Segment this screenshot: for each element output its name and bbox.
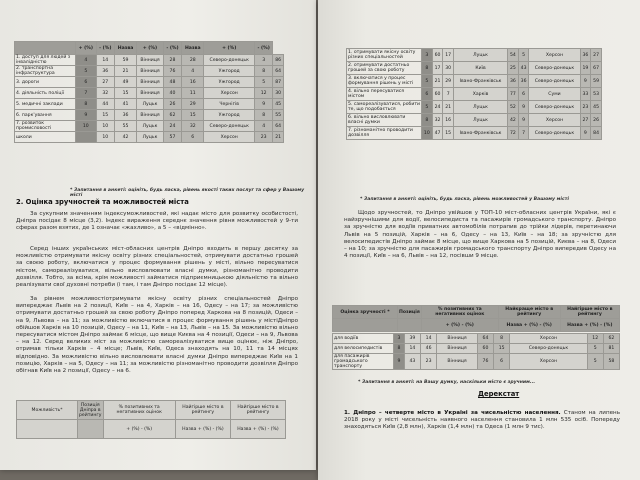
- paragraph: Серед інших українських міст-обласних центрів Дніпро входить в першу десятку за можливістю отримувати якісну освіту різних спеціальностей, отримувати достатньо грошей за своєю роботу, включатися у процес формування рішень у місті, вільно пересуватися містом, самореалізуватися, вільно висловлювати власні думки, різноманітно проводити дозвілля. Тобто, за всіма, крім можливості займатися підприємницькою діяльністю та вільно реалізувати свої духовні потреби (і там, і там Дніпро посідає 12 місце).: [16, 246, 298, 289]
- convenience-table-body: [332, 333, 620, 370]
- table-row: [347, 114, 602, 127]
- table-cell: 55: [114, 121, 136, 132]
- table-cell: 33: [580, 88, 591, 101]
- table-subheader-cell: Назва + (%) - (%): [230, 420, 285, 439]
- table-row: [15, 55, 284, 66]
- table-cell: 8: [76, 99, 97, 110]
- table-cell: Ужгород: [204, 66, 255, 77]
- row-label-cell: 2. транспортна інфраструктура: [15, 66, 76, 77]
- table-cell: 64: [477, 334, 493, 344]
- table-header-cell: Позиція: [398, 306, 422, 319]
- table-cell: Івано-Франківськ: [454, 127, 508, 140]
- table-row: [15, 132, 284, 143]
- table-cell: 15: [96, 110, 114, 121]
- table-subheader-cell: Назва + (%) - (%): [498, 319, 560, 332]
- table-cell: 24: [163, 121, 181, 132]
- table-header-cell: % позитивних та негативних оцінок: [103, 401, 175, 420]
- row-label-cell: 5. самореалізуватися, робити те, що подобається: [348, 102, 420, 112]
- table-cell: 8: [255, 110, 273, 121]
- table-cell: 43: [404, 354, 420, 370]
- row-label-cell: 3. включатися у процес формування рішень у місті: [347, 75, 422, 88]
- table-cell: 15: [494, 344, 510, 354]
- row-label-cell: для пасажирів громадського транспорту: [333, 354, 394, 370]
- table-cell: 6: [182, 132, 204, 143]
- table-cell: Вінниця: [137, 77, 164, 88]
- table-cell: 9: [76, 110, 97, 121]
- table-cell: Северо-донецьк: [204, 121, 255, 132]
- table-cell: 43: [518, 62, 529, 75]
- table-cell: 6: [422, 88, 433, 101]
- table-cell: Северо-донецьк: [529, 75, 580, 88]
- table-cell: 59: [114, 55, 136, 66]
- table-cell: 14: [404, 344, 420, 354]
- table-cell: 17: [432, 62, 443, 75]
- table-cell: 27: [580, 114, 591, 127]
- table-cell: 72: [508, 127, 519, 140]
- table-cell: 60: [432, 49, 443, 62]
- table-cell: 26: [163, 99, 181, 110]
- table-cell: 25: [508, 62, 519, 75]
- table-cell: 5: [587, 354, 603, 370]
- table-cell: 7: [518, 127, 529, 140]
- table-cell: 9: [255, 99, 273, 110]
- table-header-cell: Найкраще місто в рейтингу: [498, 306, 560, 319]
- table-cell: 57: [163, 132, 181, 143]
- table-cell: Луцьк: [137, 121, 164, 132]
- table-cell: 12: [587, 334, 603, 344]
- table-cell: 21: [273, 132, 284, 143]
- table-cell: 29: [443, 75, 454, 88]
- row-label-cell: 2. отримувати достатньо грошей за свою роботу: [347, 62, 422, 75]
- table-cell: Суми: [529, 88, 580, 101]
- table-row: [347, 88, 602, 101]
- table-row: [347, 101, 602, 114]
- table-cell: 4: [255, 121, 273, 132]
- table-cell: Херсон: [204, 132, 255, 143]
- table-cell: 76: [163, 66, 181, 77]
- table-row: [15, 77, 284, 88]
- table-cell: 32: [182, 121, 204, 132]
- table-cell: 15: [443, 127, 454, 140]
- table-cell: 10: [96, 132, 114, 143]
- table-cell: Херсон: [529, 114, 580, 127]
- table-cell: 64: [273, 121, 284, 132]
- table-note: * Запитання в анкеті: на Вашу думку, наскільки місто є зручним...: [358, 380, 536, 385]
- table-cell: 8: [494, 334, 510, 344]
- table-cell: 27: [591, 49, 602, 62]
- table-cell: 9: [580, 75, 591, 88]
- table-cell: 62: [163, 110, 181, 121]
- table-cell: 36: [96, 66, 114, 77]
- table-cell: 54: [508, 49, 519, 62]
- table-header-cell: + (%): [76, 42, 97, 55]
- table-body: [333, 334, 620, 370]
- table-cell: 81: [603, 344, 619, 354]
- table-cell: 7: [443, 88, 454, 101]
- row-label-cell: 4. вільно пересуватися містом: [347, 88, 422, 101]
- table-subheader-cell: [17, 420, 78, 439]
- table-header-cell: Найгірше місто в рейтингу: [175, 401, 230, 420]
- table-header-cell: + (%): [204, 42, 255, 55]
- table-cell: 52: [508, 101, 519, 114]
- table-cell: 24: [432, 101, 443, 114]
- table-subheader-cell: + (%) - (%): [421, 319, 498, 332]
- table-cell: 17: [443, 49, 454, 62]
- table-header-cell: - (%): [255, 42, 273, 55]
- table-cell: 11: [182, 88, 204, 99]
- table-subheader-cell: Назва + (%) - (%): [560, 319, 619, 332]
- table-cell: 5: [422, 75, 433, 88]
- table-cell: 36: [580, 49, 591, 62]
- table-header-cell: Назва: [114, 42, 136, 55]
- row-label-cell: 7. різноманітно проводити дозвілля: [347, 127, 422, 140]
- table-cell: 86: [273, 55, 284, 66]
- table-header-cell: Назва: [182, 42, 204, 55]
- table-cell: 67: [591, 62, 602, 75]
- table-cell: Херсон: [510, 354, 587, 370]
- table-cell: 55: [273, 110, 284, 121]
- table-cell: 16: [443, 114, 454, 127]
- table-cell: 30: [443, 62, 454, 75]
- table-cell: Херсон: [204, 88, 255, 99]
- table-cell: Луцьк: [454, 114, 508, 127]
- table-cell: 32: [96, 88, 114, 99]
- table-cell: 60: [477, 344, 493, 354]
- table-subheader-cell: Назва + (%) - (%): [175, 420, 230, 439]
- table-cell: 10: [422, 127, 433, 140]
- table-row: [347, 127, 602, 140]
- table-subheader-row: [333, 319, 620, 332]
- table-cell: 77: [508, 88, 519, 101]
- table-cell: Вінниця: [437, 334, 478, 344]
- table-cell: 3: [422, 49, 433, 62]
- table-cell: 8: [255, 66, 273, 77]
- table-cell: Ужгород: [204, 110, 255, 121]
- table-cell: Северо-донецьк: [510, 344, 587, 354]
- table-cell: 36: [508, 75, 519, 88]
- table-cell: 9: [394, 354, 405, 370]
- table-cell: 48: [163, 77, 181, 88]
- table-note: * Запитання в анкеті: оцініть, будь ласка, рівень можливостей у Вашому місті: [360, 197, 569, 202]
- table-cell: 36: [518, 75, 529, 88]
- table-cell: Вінниця: [137, 110, 164, 121]
- table-cell: 6: [518, 88, 529, 101]
- table-cell: 58: [603, 354, 619, 370]
- table-cell: Северо-донецьк: [529, 62, 580, 75]
- table-cell: 5: [255, 77, 273, 88]
- table-cell: 3: [394, 334, 405, 344]
- table-body: [347, 49, 602, 140]
- table-cell: 12: [255, 88, 273, 99]
- table-row: [333, 344, 620, 354]
- row-label-cell: школи: [15, 132, 76, 143]
- table-cell: 28: [182, 55, 204, 66]
- table-cell: 60: [432, 88, 443, 101]
- table-subheader-row: [17, 420, 286, 439]
- table-cell: 64: [273, 66, 284, 77]
- table-cell: 49: [114, 77, 136, 88]
- row-label-cell: 4. діяльність поліції: [15, 88, 76, 99]
- table-row: [347, 75, 602, 88]
- row-label-cell: 1. доступ для людей з інвалідністю: [15, 55, 76, 66]
- table-subheader-cell: [78, 420, 104, 439]
- table-body: [15, 55, 284, 143]
- table-cell: 39: [404, 334, 420, 344]
- table-cell: 29: [182, 99, 204, 110]
- table-cell: 42: [508, 114, 519, 127]
- table-cell: 23: [580, 101, 591, 114]
- table-cell: 45: [591, 101, 602, 114]
- paragraph: За рівнем можливостіотримувати якісну освіту різних спеціальностей Дніпро випереджає Львів на 2 позиції, Київ – на 4, Харків – на 16, Одесу – на 17; за можливістю отримувати достатньо грошей за свою роботу Дніпро поперед Харкова на 8 позицій, Одеси – на 9, Львова – на 11; за можливістю включатися в процес формування рішень у містіДніпро обійшов Харків на 10 позицій, Одесу – на 11, Київ – на 13, Львів – на 15. За можливістю вільно пересуватися містом Дніпро займає 6 місце, що вище Києва на 4 позиції, Одеси – на 9, Львова – на 12. Серед великих міст за можливістю самореалізуватися вище оцінює, ніж Дніпро, отримав тільки Харків – 4 місце; Львів, Київ, Одеса знаходять на 10, 11 та 14 місцях відповідно. За можливістю вільно висловлювати власні думки Дніпро випереджає Київ на 1 позицію, Харків – на 5, Одесу – на 11; за можливістю різноманітно проводити дозвілля Дніпро обігнав Київ на 2 позиції, Одесу – на 6.: [16, 296, 298, 375]
- opportunities-table: [16, 400, 286, 439]
- table-cell: 59: [591, 75, 602, 88]
- table-cell: 14: [421, 334, 437, 344]
- table-cell: 9: [518, 101, 529, 114]
- table-cell: 45: [273, 99, 284, 110]
- table-header-cell: [15, 42, 76, 55]
- table-cell: Херсон: [529, 49, 580, 62]
- table-cell: 6: [494, 354, 510, 370]
- paragraph-lead: 1. Дніпро – четверте місто в Україні за чисельністю населення.: [344, 410, 561, 416]
- left-page: [0, 0, 316, 470]
- table-cell: Київ: [454, 62, 508, 75]
- row-label-cell: 1. отримувати якісну освіту різних спеціальностей: [347, 49, 422, 62]
- table-header-row: [15, 42, 284, 55]
- table-header-cell: Найгірше місто в рейтингу: [560, 306, 619, 319]
- table-cell: 10: [96, 121, 114, 132]
- row-label-cell: для велосипедистів: [333, 344, 394, 354]
- paragraph: За сукупним значенням індексуможливостей, які надає місто для розвитку особистості, Дніпра посідає 8 місце (3,2). Індекс вираження середнє значення рівня можливостей у 9-ти сферах разом взятих, де 1 означає «жахливо», а 5 – «відмінно».: [16, 211, 298, 232]
- table-cell: Харків: [454, 88, 508, 101]
- section-title: 2. Оцінка зручностей та можливостей міста: [16, 198, 189, 206]
- table-cell: 46: [421, 344, 437, 354]
- table-header-cell: + (%): [137, 42, 164, 55]
- table-cell: 6: [76, 77, 97, 88]
- table-cell: 41: [114, 99, 136, 110]
- table-cell: 15: [114, 88, 136, 99]
- table-row: [333, 354, 620, 370]
- table-row: [15, 66, 284, 77]
- table-cell: Луцьк: [454, 101, 508, 114]
- table-cell: 19: [580, 62, 591, 75]
- table-row: [347, 62, 602, 75]
- table-note: * Запитання в анкеті: оцініть, будь ласка, рівень якості таких послуг та сфер у Вашому місті: [70, 188, 305, 198]
- table-row: [15, 121, 284, 132]
- section-title: Дерекстат: [478, 390, 520, 398]
- table-cell: 28: [163, 55, 181, 66]
- row-label-cell: 3. дороги: [15, 77, 76, 88]
- table-row: [347, 49, 602, 62]
- table-cell: 21: [432, 75, 443, 88]
- table-cell: 5: [518, 49, 529, 62]
- table-header-row: [17, 401, 286, 420]
- table-header-cell: - (%): [163, 42, 181, 55]
- table-cell: Вінниця: [137, 66, 164, 77]
- table-subheader-cell: [333, 319, 398, 332]
- table-cell: 4: [182, 66, 204, 77]
- table-cell: Северо-донецьк: [529, 101, 580, 114]
- table-header-cell: Можливість*: [17, 401, 78, 420]
- table-cell: 7: [76, 88, 97, 99]
- table-cell: 16: [182, 77, 204, 88]
- table-cell: Луцьк: [137, 132, 164, 143]
- table-cell: 36: [114, 110, 136, 121]
- table-cell: 53: [591, 88, 602, 101]
- table-cell: 84: [591, 127, 602, 140]
- table-cell: 5: [587, 344, 603, 354]
- paragraph: [344, 410, 620, 432]
- paragraph-rest: Станом на липень 2018 року у місті чисельність наявного населення становила 1 млн 535 осіб. Попереду знаходяться Київ (2,8 млн), Харків (1,4 млн) та Одеса (1 млн 9 тис).: [344, 410, 620, 431]
- table-row: [15, 99, 284, 110]
- table-cell: Ужгород: [204, 77, 255, 88]
- row-label-cell: 7. розвиток промисловості: [15, 121, 76, 132]
- table-cell: Луцьк: [454, 49, 508, 62]
- table-cell: 26: [591, 114, 602, 127]
- table-subheader-cell: [398, 319, 422, 332]
- table-header-row: [333, 306, 620, 319]
- table-cell: Луцьк: [137, 99, 164, 110]
- table-cell: Северо-донецьк: [529, 127, 580, 140]
- table-header-cell: - (%): [96, 42, 114, 55]
- table-cell: Херсон: [510, 334, 587, 344]
- convenience-table: [332, 305, 620, 332]
- table-cell: 4: [76, 55, 97, 66]
- table-cell: 23: [421, 354, 437, 370]
- table-header-cell: Позиція Дніпра в рейтингу: [79, 402, 102, 418]
- table-cell: 5: [76, 66, 97, 77]
- table-header-cell: Найгірше місто в рейтингу: [230, 401, 285, 420]
- table-row: [333, 334, 620, 344]
- row-label-cell: 6. парк'ування: [15, 110, 76, 121]
- table-cell: 15: [182, 110, 204, 121]
- row-label-cell: для водіїв: [333, 334, 394, 344]
- table-header-cell: Оцінка зручності *: [333, 306, 398, 319]
- table-cell: 30: [273, 88, 284, 99]
- table-cell: 27: [96, 77, 114, 88]
- table-cell: 32: [432, 114, 443, 127]
- table-cell: Івано-Франківськ: [454, 75, 508, 88]
- table-subheader-cell: + (%) - (%): [103, 420, 175, 439]
- paragraph: Щодо зручностей, то Дніпро увійшов у ТОП-10 міст-обласних центрів України, які є найзручнішими для водії, велосипедиста та пасажирів громадського транспорту. Дніпро за зручністю для водіїв приватних автомобілів потрапив до трійки лідерів, перетинаючи Львів на 5 позицій, Харків – на 6, Одесу – на 13, Київ – на 18; за зручністю для велосипедистів Дніпро займає 8 місце, що вище Харкова на 5 позицій, Києва – на 8, Одеси – на 10; за зручністю для пасажирів громадського транспорту Дніпро випередив Одесу на 4 позиції, Київ – на 6, Львів – на 12, посівши 9 місце.: [344, 210, 616, 260]
- table-cell: 8: [394, 344, 405, 354]
- table-cell: 8: [422, 114, 433, 127]
- row-label-cell: 5. медичні заклади: [15, 99, 76, 110]
- table-cell: 87: [273, 77, 284, 88]
- table-cell: Вінниця: [437, 354, 478, 370]
- table-cell: 62: [603, 334, 619, 344]
- opportunities-rating-table: [346, 48, 602, 140]
- table-cell: 44: [96, 99, 114, 110]
- table-cell: 47: [432, 127, 443, 140]
- table-cell: 3: [255, 55, 273, 66]
- table-cell: Северо-донецьк: [204, 55, 255, 66]
- table-cell: 21: [114, 66, 136, 77]
- services-rating-table: [14, 41, 284, 143]
- table-cell: 21: [443, 101, 454, 114]
- table-cell: Вінниця: [137, 88, 164, 99]
- table-row: [15, 88, 284, 99]
- table-row: [15, 110, 284, 121]
- row-label-cell: 6. вільно висловлювати власні думки: [347, 114, 422, 127]
- table-cell: 10: [76, 121, 97, 132]
- table-cell: Вінниця: [437, 344, 478, 354]
- table-header-cell: % позитивних та негативних оцінок: [421, 306, 498, 319]
- table-cell: 5: [422, 101, 433, 114]
- table-cell: 40: [163, 88, 181, 99]
- table-cell: 76: [477, 354, 493, 370]
- table-cell: 8: [422, 62, 433, 75]
- table-cell: 42: [114, 132, 136, 143]
- table-cell: 14: [96, 55, 114, 66]
- table-cell: Чернігів: [204, 99, 255, 110]
- table-cell: 23: [255, 132, 273, 143]
- right-page: [318, 0, 640, 480]
- table-cell: 9: [580, 127, 591, 140]
- table-cell: 9: [518, 114, 529, 127]
- table-cell: [76, 132, 97, 143]
- table-cell: Вінниця: [137, 55, 164, 66]
